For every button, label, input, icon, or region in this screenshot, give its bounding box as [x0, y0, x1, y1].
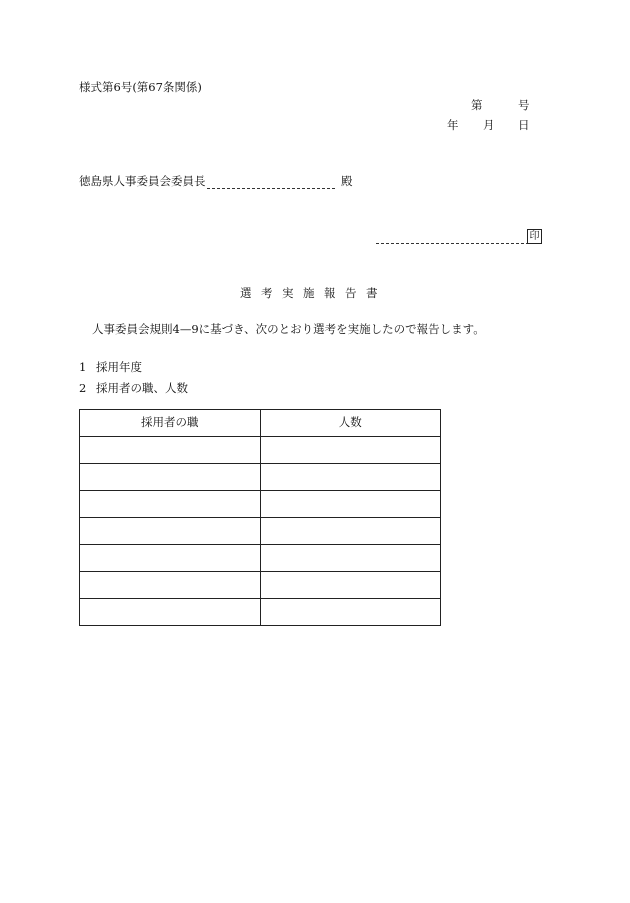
header-position: 採用者の職	[80, 410, 261, 437]
table-header-row	[80, 410, 441, 437]
cell-position	[80, 518, 261, 545]
cell-position	[80, 437, 261, 464]
date-year: 年	[447, 118, 459, 132]
date-month: 月	[483, 118, 495, 132]
number-suffix: 号	[518, 98, 530, 112]
table-row	[80, 437, 441, 464]
cell-position	[80, 491, 261, 518]
cell-count	[260, 464, 441, 491]
item-number: 2	[79, 381, 87, 395]
document-title: 選考実施報告書	[240, 286, 387, 300]
item-position-count	[79, 383, 188, 395]
cell-count	[260, 491, 441, 518]
item-label: 採用年度	[96, 360, 142, 374]
header-count: 人数	[260, 410, 441, 437]
table-row	[80, 599, 441, 626]
addressee: 徳島県人事委員会委員長	[79, 174, 206, 188]
date-day: 日	[518, 118, 530, 132]
addressee-name-blank	[207, 188, 335, 189]
cell-count	[260, 518, 441, 545]
table-row	[80, 572, 441, 599]
seal-mark: 印	[527, 229, 542, 244]
cell-position	[80, 464, 261, 491]
cell-count	[260, 572, 441, 599]
cell-count	[260, 599, 441, 626]
form-number: 様式第6号(第67条関係)	[79, 80, 202, 94]
cell-position	[80, 599, 261, 626]
item-number: 1	[79, 360, 87, 374]
table-row	[80, 491, 441, 518]
cell-position	[80, 545, 261, 572]
table-row	[80, 518, 441, 545]
cell-count	[260, 437, 441, 464]
recruit-table	[79, 409, 441, 626]
item-recruitment-year	[79, 362, 142, 374]
item-label: 採用者の職、人数	[96, 381, 188, 395]
honorific: 殿	[341, 174, 353, 188]
table-row	[80, 464, 441, 491]
cell-position	[80, 572, 261, 599]
number-prefix: 第	[471, 98, 483, 112]
cell-count	[260, 545, 441, 572]
table-row	[80, 545, 441, 572]
signature-blank	[376, 243, 539, 244]
body-text: 人事委員会規則4—9に基づき、次のとおり選考を実施したので報告します。	[92, 322, 485, 336]
